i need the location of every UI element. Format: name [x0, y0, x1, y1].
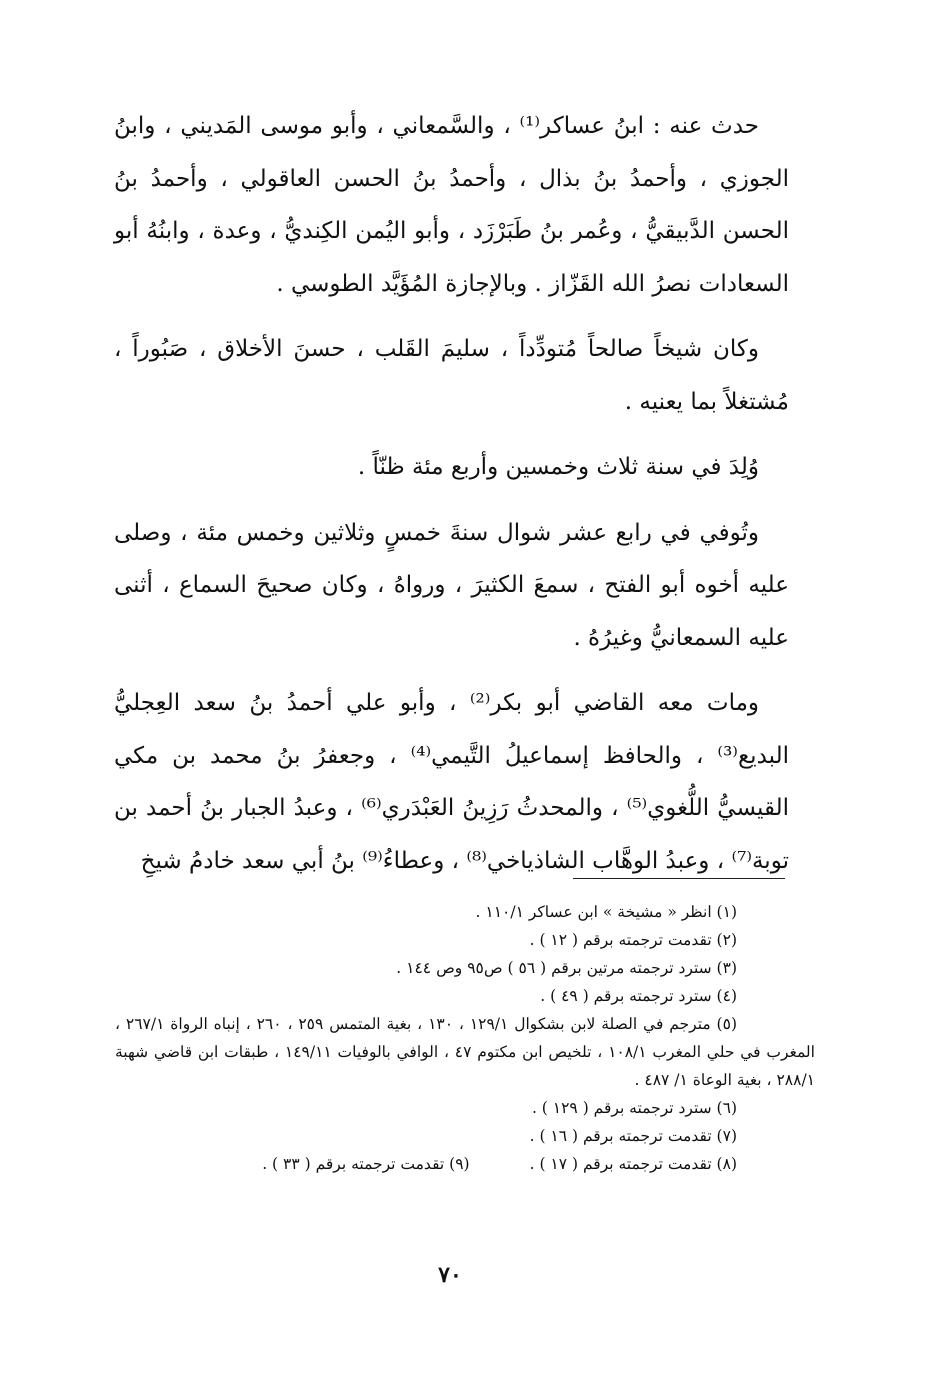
paragraph-birth: وُلِدَ في سنة ثلاث وخمسين وأربع مئة ظنّاً .	[357, 454, 759, 480]
footnote-row-8-9	[115, 1150, 815, 1178]
footnote-2: (٢) تقدمت ترجمته برقم ( ١٢ ) .	[529, 931, 737, 949]
paragraph-death: وتُوفي في رابع عشر شوال سنةَ خمسٍ وثلاثين وخمس مئة ، وصلى عليه أخوه أبو الفتح ، سمعَ الكثيرَ ، ورواهُ ، وكان صحيحَ السماع ، أثنى عليه السمعانيُّ وغيرُهُ .	[114, 519, 789, 651]
footnote-3: (٣) سترد ترجمته مرتين برقم ( ٥٦ ) ص٩٥ وص ١٤٤ .	[396, 959, 737, 977]
footnote-1: (١) انظر « مشيخة » ابن عساكر ١١٠/١ .	[475, 903, 737, 921]
footnote-9: (٩) تقدمت ترجمته برقم ( ٣٣ ) .	[262, 1155, 470, 1173]
paragraph-contemporaries: ومات معه القاضي أبو بكر⁽²⁾ ، وأبو علي أحمدُ بنُ سعد العِجليُّ البديع⁽³⁾ ، والحافظ إسماعيلُ التَّيمي⁽⁴⁾ ، وجعفرُ بنُ محمد بن مكي القيسيُّ اللُّغوي⁽⁵⁾ ، والمحدثُ رَزِينُ العَبْدَري⁽⁶⁾ ، وعبدُ الجبار بنُ أحمد بن توبة⁽⁷⁾ ، وعبدُ الوهَّاب الشاذياخي⁽⁸⁾ ، وعطاءُ⁽⁹⁾ بنُ أبي سعد خادمُ شيخِ	[114, 690, 789, 874]
main-text	[114, 100, 789, 900]
footnote-4: (٤) سترد ترجمته برقم ( ٤٩ ) .	[540, 987, 737, 1005]
paragraph-character: وكان شيخاً صالحاً مُتودِّداً ، سليمَ القَلب ، حسنَ الأخلاق ، صَبُوراً ، مُشتغلاً بما يعنيه .	[114, 336, 789, 415]
footnotes	[115, 898, 815, 1178]
paragraph-narrators: حدث عنه : ابنُ عساكر⁽¹⁾ ، والسَّمعاني ، وأبو موسى المَديني ، وابنُ الجوزي ، وأحمدُ بنُ بذال ، وأحمدُ بنُ الحسن العاقولي ، وأحمدُ بنُ الحسن الدَّبيقيُّ ، وعُمر بنُ طَبَرْزَد ، وأبو اليُمن الكِنديُّ ، وعدة ، وابنُهُ أبو السعادات نصرُ الله القَزّاز . وبالإجازة المُؤَيَّد الطوسي .	[114, 113, 789, 297]
footnote-5-text: (٥) مترجم في الصلة لابن بشكوال ١٢٩/١ ، ١٣٠ ، بغية المتمس ٢٥٩ ، ٢٦٠ ، إنباه الرواة ٢٦٧/١ ، المغرب في حلي المغرب ١٠٨/١ ، تلخيص ابن مكتوم ٤٧ ، الوافي بالوفيات ١٤٩/١١ ، طبقات ابن قاضي شهبة ٢٨٨/١ ، بغية الوعاة ١/ ٤٨٧ .	[115, 1015, 815, 1089]
page-number: ٧٠	[438, 1262, 462, 1288]
footnote-8: (٨) تقدمت ترجمته برقم ( ١٧ ) .	[529, 1155, 737, 1173]
footnote-5	[115, 1010, 815, 1094]
footnote-7: (٧) تقدمت ترجمته برقم ( ١٦ ) .	[529, 1127, 737, 1145]
footnote-divider	[573, 878, 785, 879]
footnote-6: (٦) سترد ترجمته برقم ( ١٢٩ ) .	[531, 1099, 737, 1117]
